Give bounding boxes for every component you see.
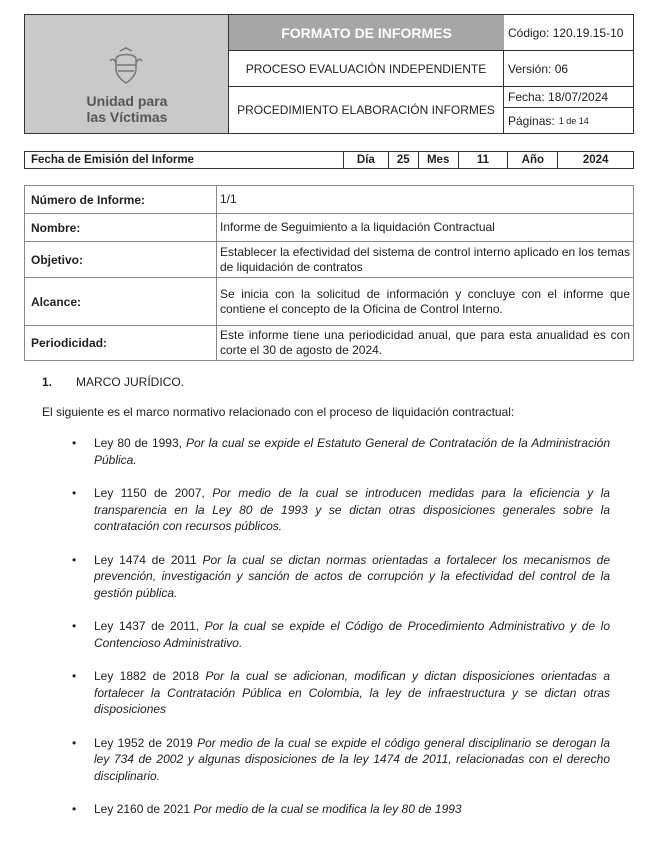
emission-date-row: [24, 151, 634, 169]
alcance-value: Se inicia con la solicitud de información y concluye con el informe que contiene el concepto de la Oficina de Control Interno.: [217, 278, 634, 326]
law-name: Ley 1150 de 2007,: [94, 486, 205, 500]
law-name: Ley 1882 de 2018: [94, 669, 200, 683]
process-name: PROCESO EVALUACIÒN INDEPENDIENTE: [229, 51, 504, 87]
logo-text-line2: las Víctimas: [86, 109, 168, 125]
section-intro: El siguiente es el marco normativo relacionado con el proceso de liquidación contractual:: [42, 405, 515, 419]
law-name: Ley 2160 de 2021: [94, 802, 191, 816]
section-number: 1.: [42, 375, 53, 389]
law-description: Por la cual se expide el Código de Procedimiento Administrativo y de lo Contencioso Administrativo.: [94, 619, 611, 650]
report-info-table: [24, 185, 634, 361]
pages-label: Páginas:: [508, 113, 555, 128]
emission-label: Fecha de Emisión del Informe: [25, 152, 344, 168]
bullet-icon: •: [72, 436, 77, 450]
table-row: [25, 326, 634, 361]
table-row: [25, 278, 634, 326]
numero-value: 1/1: [217, 186, 634, 214]
periodicidad-label: Periodicidad:: [25, 326, 217, 361]
list-item: [72, 668, 610, 718]
law-name: Ley 1437 de 2011,: [94, 619, 200, 633]
list-item: [72, 552, 610, 602]
list-item: [72, 801, 610, 818]
bullet-icon: •: [72, 486, 77, 500]
periodicidad-value: Este informe tiene una periodicidad anual, que para esta anualidad es con corte el 30 de agosto de 2024.: [217, 326, 634, 361]
alcance-label: Alcance:: [25, 278, 217, 326]
page-count: [504, 108, 634, 133]
laws-list: [72, 435, 610, 835]
law-description: Por la cual se expide el Estatuto General de Contratación de la Administración Pública.: [94, 436, 610, 467]
day-label: Día: [344, 152, 389, 168]
document-date: Fecha: 18/07/2024: [504, 87, 634, 108]
procedure-name: PROCEDIMIENTO ELABORACIÓN INFORMES: [229, 87, 504, 133]
law-name: Ley 1474 de 2011: [94, 552, 197, 567]
objetivo-label: Objetivo:: [25, 242, 217, 278]
year-value: 2024: [582, 154, 609, 166]
nombre-label: Nombre:: [25, 214, 217, 242]
day-value: 25: [389, 152, 419, 168]
table-row: [25, 214, 634, 242]
list-item: [72, 435, 610, 468]
document-code: Código: 120.19.15-10: [504, 15, 634, 51]
document-title: FORMATO DE INFORMES: [229, 15, 504, 51]
law-description: Por la cual se dictan normas orientadas a fortalecer los mecanismos de prevención, investigación y sanción de actos de corrupción y la efectividad del control de la gestión pública.: [94, 552, 610, 600]
law-name: Ley 80 de 1993,: [94, 436, 182, 450]
list-item: [72, 735, 610, 785]
pages-value: 1 de 14: [558, 115, 589, 126]
list-item: [72, 485, 610, 535]
section-title: MARCO JURÍDICO.: [76, 375, 184, 389]
unidad-victimas-logo: [25, 15, 229, 133]
law-description: Por la cual se adicionan, modifican y dictan disposiciones orientadas a fortalecer la Contratación Pública en Colombia, la ley de infraestructura y se dictan otras disposiciones: [94, 669, 610, 716]
table-row: [25, 186, 634, 214]
year-label: Año: [508, 152, 558, 168]
bullet-icon: •: [72, 802, 77, 816]
nombre-value: Informe de Seguimiento a la liquidación Contractual: [217, 214, 634, 242]
section-heading: [42, 375, 184, 389]
month-value: 11: [459, 152, 509, 168]
coat-of-arms-icon: [108, 47, 144, 87]
numero-label: Número de Informe:: [25, 186, 217, 214]
bullet-icon: •: [72, 669, 77, 683]
law-description: Por medio de la cual se introducen medidas para la eficiencia y la transparencia en la Ley 80 de 1993 y se dictan otras disposiciones generales sobre la contratación con recursos públicos.: [94, 486, 610, 533]
law-name: Ley 1952 de 2019: [94, 735, 193, 750]
law-description: Por medio de la cual se expide el código general disciplinario se derogan la ley 734 de 2002 y algunas disposiciones de la ley 1474 de 2011, relacionadas con el derecho disciplinario.: [94, 735, 611, 783]
bullet-icon: •: [72, 619, 77, 633]
bullet-icon: •: [72, 735, 77, 750]
table-row: [25, 242, 634, 278]
objetivo-value: Establecer la efectividad del sistema de control interno aplicado en los temas de liquidación de contratos: [217, 242, 634, 278]
document-header: [24, 14, 634, 134]
bullet-icon: •: [72, 552, 77, 567]
month-label: Mes: [419, 152, 459, 168]
law-description: Por medio de la cual se modifica la ley 80 de 1993: [193, 802, 462, 816]
document-version: Versión: 06: [504, 51, 634, 87]
logo-text-line1: Unidad para: [86, 93, 168, 109]
list-item: [72, 618, 610, 651]
